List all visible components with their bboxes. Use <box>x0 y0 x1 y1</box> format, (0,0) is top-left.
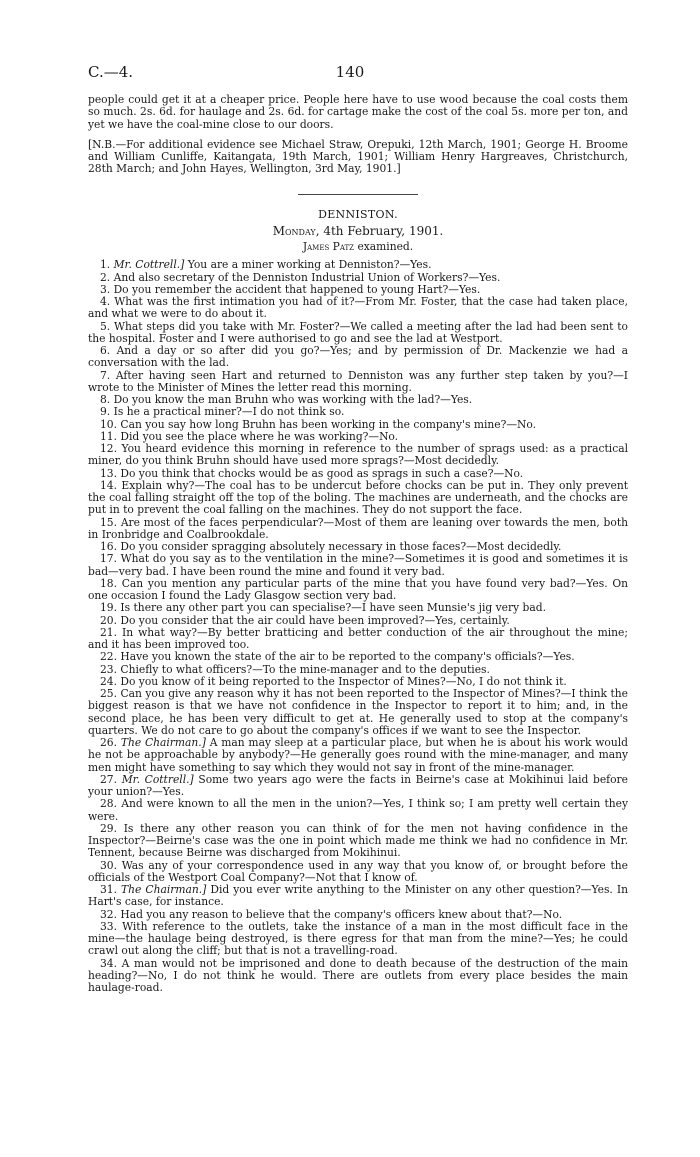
qa-text: You are a miner working at Denniston?—Yes. <box>187 258 432 272</box>
qa-text: Have you known the state of the air to be reported to the company's officials?—Yes. <box>120 650 575 664</box>
section-divider <box>298 194 418 195</box>
qa-number: 9. <box>100 405 111 419</box>
qa-number: 27. <box>100 772 117 786</box>
qa-item <box>88 774 628 799</box>
qa-number: 13. <box>100 466 117 480</box>
qa-number: 3. <box>100 282 111 296</box>
qa-number: 19. <box>100 601 117 615</box>
qa-number: 30. <box>100 858 117 872</box>
qa-item <box>88 823 628 860</box>
qa-number: 1. <box>100 258 111 272</box>
qa-text: Chiefly to what officers?—To the mine-manager and to the deputies. <box>120 662 490 676</box>
qa-text: And were known to all the men in the union?—Yes, I think so; I am pretty well certain they were. <box>88 797 628 823</box>
qa-item <box>88 884 628 909</box>
qa-item <box>88 958 628 995</box>
qa-speaker: Mr. Cottrell.] <box>121 772 194 786</box>
witness-suffix: examined. <box>354 240 414 253</box>
qa-item <box>88 517 628 542</box>
qa-number: 5. <box>100 319 111 333</box>
qa-number: 2. <box>100 270 111 284</box>
section-place-heading: DENNISTON. <box>318 207 398 221</box>
qa-text: Do you know the man Bruhn who was working with the lad?—Yes. <box>113 393 473 406</box>
qa-text: Do you think that chocks would be as good as sprags in such a case?—No. <box>120 466 524 480</box>
qa-number: 18. <box>100 576 117 590</box>
page-header <box>88 63 612 81</box>
qa-number: 10. <box>100 417 117 431</box>
qa-number: 25. <box>100 687 117 700</box>
qa-text: Is he a practical miner?—I do not think so. <box>113 405 345 419</box>
witness-heading <box>88 241 628 253</box>
qa-text: A man would not be imprisoned and done to death because of the destruction of the main heading?—No, I do not think he would. There are outlets from every place besides the main haulage-road. <box>88 956 628 994</box>
qa-text: Did you see the place where he was working?—No. <box>120 429 399 443</box>
qa-item <box>88 860 628 885</box>
intro-section <box>88 94 628 176</box>
qa-text: After having seen Hart and returned to Denniston was any further step taken by you?—I wrote to the Minister of Mines the letter read this morning. <box>88 368 628 394</box>
note-paragraph: [N.B.—For additional evidence see Michael Straw, Orepuki, 12th March, 1901; George H. Broome and William Cunliffe, Kaitangata, 19th March, 1901; William Henry Hargreaves, Christchurch, 28th March; and John Hayes, Wellington, 3rd May, 1901.] <box>88 137 628 176</box>
qa-text: And also secretary of the Denniston Industrial Union of Workers?—Yes. <box>113 270 501 284</box>
qa-item <box>88 443 628 468</box>
qa-number: 26. <box>100 736 117 749</box>
qa-number: 28. <box>100 797 117 811</box>
document-code: C.—4. <box>88 63 134 81</box>
qa-text: Do you know of it being reported to the Inspector of Mines?—No, I do not think it. <box>120 674 567 688</box>
qa-text: You heard evidence this morning in reference to the number of sprags used: as a practical miner, do you think Bruhn should have used more sprags?—Most decidedly. <box>88 442 628 468</box>
section-date: , 4th February, 1901. <box>315 223 444 238</box>
qa-number: 11. <box>100 429 117 443</box>
qa-number: 22. <box>100 650 117 664</box>
qa-number: 4. <box>100 295 111 308</box>
qa-text: Can you mention any particular parts of the mine that you have found very bad?—Yes. On one occasion I found the Lady Glasgow section very bad. <box>88 576 628 602</box>
qa-text: And a day or so after did you go?—Yes; and by permission of Dr. Mackenzie we had a conversation with the lad. <box>88 344 628 370</box>
qa-text: Do you consider that the air could have been improved?—Yes, certainly. <box>120 613 510 627</box>
qa-text: With reference to the outlets, take the instance of a man in the most difficult face in the mine—the haulage being destroyed, is there egress for that man from the mine?—Yes; he could crawl out along the cliff; but that is not a travelling-road. <box>88 919 628 958</box>
qa-text: Can you give any reason why it has not been reported to the Inspector of Mines?—I think the biggest reason is that we have not confidence in the Inspector to report it to him; and, in the second place, he has been very difficult to get at. He generally used to stop at the company's quarters. We do not care to go about the company's offices if we want to see the Inspector. <box>88 687 628 737</box>
qa-number: 16. <box>100 540 117 553</box>
witness-name: James Patz <box>302 240 355 253</box>
qa-item <box>88 370 628 395</box>
qa-text: Explain why?—The coal has to be undercut before chocks can be put in. They only prevent the coal falling straight off the top of the boling. The machines are underneath, and the chocks are put in to prevent the coal falling on the machines. They do not support the face. <box>88 478 628 517</box>
qa-speaker: Mr. Cottrell.] <box>113 258 185 272</box>
qa-item <box>88 627 628 652</box>
qa-text: What was the first intimation you had of it?—From Mr. Foster, that the case had taken place, and what we were to do about it. <box>88 295 628 321</box>
qa-number: 32. <box>100 907 117 921</box>
qa-number: 6. <box>100 344 111 357</box>
qa-item <box>88 921 628 958</box>
qa-number: 21. <box>100 625 117 639</box>
qa-text: Are most of the faces perpendicular?—Most of them are leaning over towards the men, both in Ironbridge and Coalbrookdale. <box>88 515 628 541</box>
qa-speaker: The Chairman.] <box>121 883 207 896</box>
qa-text: A man may sleep at a particular place, but when he is about his work would he not be approachable by anybody?—He generally goes round with the mine-manager, and many men might have something to say which they would not say in front of the mine-manager. <box>88 736 628 774</box>
qa-number: 34. <box>100 956 117 970</box>
qa-item <box>88 578 628 603</box>
qa-number: 29. <box>100 821 117 835</box>
qa-text: Had you any reason to believe that the company's officers knew about that?—No. <box>120 907 563 921</box>
qa-item <box>88 296 628 321</box>
qa-number: 15. <box>100 515 117 529</box>
qa-number: 17. <box>100 552 117 566</box>
qa-text: Can you say how long Bruhn has been working in the company's mine?—No. <box>120 417 537 431</box>
qa-text: What do you say as to the ventilation in the mine?—Sometimes it is good and sometimes it is bad—very bad. I have been round the mine and found it very bad. <box>88 552 629 578</box>
qa-item <box>88 688 628 737</box>
qa-item <box>88 553 628 578</box>
qa-list <box>88 259 628 994</box>
qa-text: Some two years ago were the facts in Beirne's case at Mokihinui laid before your union?—Yes. <box>88 772 628 798</box>
document-body <box>88 94 628 994</box>
qa-text: Do you remember the accident that happened to young Hart?—Yes. <box>113 282 481 296</box>
qa-number: 23. <box>100 662 117 676</box>
qa-text: In what way?—By better bratticing and better conduction of the air throughout the mine; and it has been improved too. <box>88 625 628 651</box>
qa-number: 33. <box>100 919 117 933</box>
qa-text: Did you ever write anything to the Minister on any other question?—Yes. In Hart's case, for instance. <box>88 883 628 909</box>
page-number: 140 <box>335 63 365 81</box>
qa-number: 20. <box>100 613 117 627</box>
qa-text: Was any of your correspondence used in any way that you know of, or brought before the officials of the Westport Coal Company?—Not that I know of. <box>88 858 628 884</box>
section-date-heading <box>88 225 628 237</box>
qa-text: Is there any other part you can specialise?—I have seen Munsie's jig very bad. <box>120 601 547 615</box>
qa-item <box>88 345 628 370</box>
qa-text: What steps did you take with Mr. Foster?—We called a meeting after the lad had been sent to the hospital. Foster and I were authorised to go and see the lad at Westport. <box>88 319 628 345</box>
qa-item <box>88 798 628 823</box>
qa-text: Do you consider spragging absolutely necessary in those faces?—Most decidedly. <box>120 540 562 553</box>
qa-speaker: The Chairman.] <box>120 736 206 749</box>
qa-item <box>88 737 628 774</box>
qa-number: 8. <box>100 393 111 406</box>
qa-number: 31. <box>100 883 117 896</box>
qa-number: 12. <box>100 442 117 455</box>
qa-number: 7. <box>100 368 111 382</box>
section-day: Monday <box>272 223 316 238</box>
qa-item <box>88 321 628 346</box>
intro-paragraph: people could get it at a cheaper price. People here have to use wood because the coal costs them so much. 2s. 6d. for haulage and 2s. 6d. for cartage make the cost of the coal 5s. more per ton, and yet we have the coal-mine close to our doors. <box>88 93 628 131</box>
qa-item <box>88 480 628 517</box>
qa-text: Is there any other reason you can think of for the men not having confidence in the Inspector?—Beirne's case was the one in point which made me think we had no confidence in Mr. Tennent, because Beirne was discharged from Mokihinui. <box>88 821 628 860</box>
qa-number: 14. <box>100 478 117 492</box>
qa-number: 24. <box>100 674 117 688</box>
